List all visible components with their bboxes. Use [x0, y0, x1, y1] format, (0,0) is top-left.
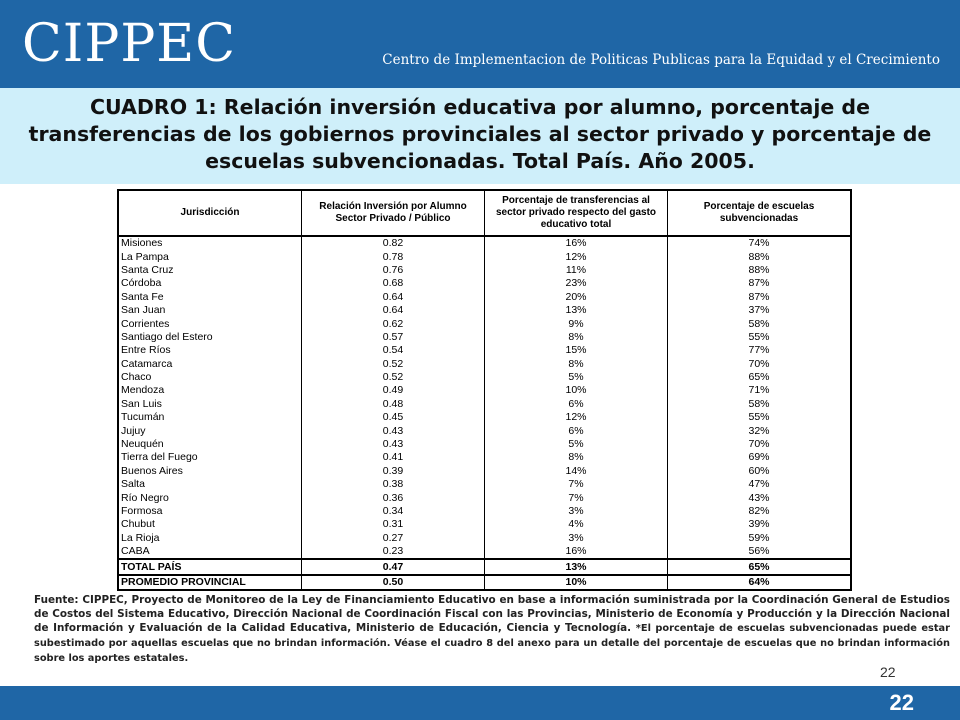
cell-escuelas: 43%	[668, 491, 852, 504]
cell-jurisdiccion: La Pampa	[118, 250, 302, 263]
cell-transferencias: 10%	[485, 575, 668, 590]
cell-escuelas: 70%	[668, 358, 852, 371]
cell-transferencias: 5%	[485, 371, 668, 384]
table-row	[118, 344, 851, 357]
total-pais-row	[118, 559, 851, 574]
cell-relacion: 0.34	[302, 505, 485, 518]
cell-relacion: 0.43	[302, 438, 485, 451]
table-row	[118, 236, 851, 250]
cell-transferencias: 7%	[485, 478, 668, 491]
cell-transferencias: 20%	[485, 291, 668, 304]
header-porcentaje-transferencias: Porcentaje de transferencias al sector privado respecto del gasto educativo total	[485, 190, 668, 236]
table-row	[118, 304, 851, 317]
table-row	[118, 250, 851, 263]
header-relacion-inversion: Relación Inversión por Alumno Sector Privado / Público	[302, 190, 485, 236]
cell-transferencias: 3%	[485, 505, 668, 518]
cell-transferencias: 12%	[485, 411, 668, 424]
cell-escuelas: 55%	[668, 331, 852, 344]
cell-jurisdiccion: Mendoza	[118, 384, 302, 397]
cell-relacion: 0.45	[302, 411, 485, 424]
table-row	[118, 371, 851, 384]
source-note	[34, 593, 950, 666]
cell-jurisdiccion: Santa Cruz	[118, 264, 302, 277]
cell-relacion: 0.23	[302, 545, 485, 559]
cell-transferencias: 13%	[485, 304, 668, 317]
cell-jurisdiccion: Entre Ríos	[118, 344, 302, 357]
cell-jurisdiccion: La Rioja	[118, 532, 302, 545]
cell-escuelas: 32%	[668, 424, 852, 437]
cell-transferencias: 14%	[485, 465, 668, 478]
cell-relacion: 0.39	[302, 465, 485, 478]
cell-relacion: 0.27	[302, 532, 485, 545]
table-row	[118, 438, 851, 451]
header-jurisdiccion: Jurisdicción	[118, 190, 302, 236]
table-body	[118, 236, 851, 590]
cell-relacion: 0.64	[302, 291, 485, 304]
cell-relacion: 0.62	[302, 317, 485, 330]
cell-transferencias: 16%	[485, 236, 668, 250]
cell-jurisdiccion: Río Negro	[118, 491, 302, 504]
page-number-ghost: 22	[880, 664, 896, 680]
cell-transferencias: 23%	[485, 277, 668, 290]
table-row	[118, 505, 851, 518]
cell-escuelas: 71%	[668, 384, 852, 397]
cell-jurisdiccion: Córdoba	[118, 277, 302, 290]
cell-escuelas: 82%	[668, 505, 852, 518]
cell-escuelas: 77%	[668, 344, 852, 357]
page-number: 22	[889, 690, 914, 715]
title-band	[0, 88, 960, 184]
cell-transferencias: 16%	[485, 545, 668, 559]
cell-escuelas: 70%	[668, 438, 852, 451]
table-row	[118, 398, 851, 411]
cell-relacion: 0.49	[302, 384, 485, 397]
cell-relacion: 0.76	[302, 264, 485, 277]
cell-jurisdiccion: TOTAL PAÍS	[118, 559, 302, 574]
data-table	[117, 189, 852, 591]
table-row	[118, 291, 851, 304]
cell-escuelas: 58%	[668, 317, 852, 330]
cell-relacion: 0.64	[302, 304, 485, 317]
table-row	[118, 478, 851, 491]
cell-jurisdiccion: Salta	[118, 478, 302, 491]
cell-transferencias: 6%	[485, 398, 668, 411]
cell-escuelas: 65%	[668, 559, 852, 574]
cell-escuelas: 37%	[668, 304, 852, 317]
source-main: Fuente: CIPPEC, Proyecto de Monitoreo de la Ley de Financiamiento Educativo en base a información suministrada por la Coordinación General de Estudios de Costos del Sistema Educativo, Dirección Nacional de Coordinación Fiscal con las Provincias, Ministerio de Economía y Producción y la Dirección Nacional de Información y Evaluación de la Calidad Educativa, Ministerio de Educación, Ciencia y Tecnología.	[34, 594, 950, 634]
cell-jurisdiccion: Neuquén	[118, 438, 302, 451]
cell-jurisdiccion: Chaco	[118, 371, 302, 384]
cell-transferencias: 8%	[485, 331, 668, 344]
cell-escuelas: 64%	[668, 575, 852, 590]
cell-relacion: 0.78	[302, 250, 485, 263]
cell-jurisdiccion: Buenos Aires	[118, 465, 302, 478]
cell-jurisdiccion: Formosa	[118, 505, 302, 518]
cell-relacion: 0.31	[302, 518, 485, 531]
source-footnote: *El porcentaje de escuelas subvencionadas puede estar subestimado por aquellas escuelas que no brindan información. Véase el cuadro 8 del anexo para un detalle del porcentaje de escuelas que no brindan información sobre los aportes estatales.	[34, 623, 950, 664]
cell-escuelas: 56%	[668, 545, 852, 559]
table-row	[118, 331, 851, 344]
cell-relacion: 0.48	[302, 398, 485, 411]
cell-transferencias: 15%	[485, 344, 668, 357]
cell-escuelas: 47%	[668, 478, 852, 491]
cell-escuelas: 87%	[668, 277, 852, 290]
cell-transferencias: 8%	[485, 451, 668, 464]
footer-band	[0, 686, 960, 720]
cell-jurisdiccion: Tucumán	[118, 411, 302, 424]
cell-escuelas: 69%	[668, 451, 852, 464]
table-row	[118, 491, 851, 504]
header-tagline: Centro de Implementacion de Politicas Publicas para la Equidad y el Crecimiento	[382, 52, 940, 68]
cell-relacion: 0.43	[302, 424, 485, 437]
cell-transferencias: 13%	[485, 559, 668, 574]
table-header-row	[118, 190, 851, 236]
cell-jurisdiccion: Tierra del Fuego	[118, 451, 302, 464]
cell-relacion: 0.52	[302, 358, 485, 371]
table-row	[118, 465, 851, 478]
cell-jurisdiccion: Santa Fe	[118, 291, 302, 304]
cell-jurisdiccion: PROMEDIO PROVINCIAL	[118, 575, 302, 590]
table-row	[118, 424, 851, 437]
promedio-provincial-row	[118, 575, 851, 590]
cell-jurisdiccion: San Juan	[118, 304, 302, 317]
cell-transferencias: 5%	[485, 438, 668, 451]
cell-jurisdiccion: Santiago del Estero	[118, 331, 302, 344]
cell-escuelas: 65%	[668, 371, 852, 384]
table-row	[118, 277, 851, 290]
cell-relacion: 0.57	[302, 331, 485, 344]
cell-escuelas: 88%	[668, 264, 852, 277]
cell-transferencias: 10%	[485, 384, 668, 397]
cell-transferencias: 6%	[485, 424, 668, 437]
table-row	[118, 358, 851, 371]
cell-relacion: 0.52	[302, 371, 485, 384]
cell-relacion: 0.47	[302, 559, 485, 574]
cell-transferencias: 4%	[485, 518, 668, 531]
cell-jurisdiccion: San Luis	[118, 398, 302, 411]
table-row	[118, 451, 851, 464]
cell-jurisdiccion: Corrientes	[118, 317, 302, 330]
cell-escuelas: 74%	[668, 236, 852, 250]
cell-escuelas: 59%	[668, 532, 852, 545]
cell-transferencias: 7%	[485, 491, 668, 504]
cell-escuelas: 88%	[668, 250, 852, 263]
cell-escuelas: 60%	[668, 465, 852, 478]
cell-relacion: 0.82	[302, 236, 485, 250]
cell-jurisdiccion: Jujuy	[118, 424, 302, 437]
header-band	[0, 0, 960, 88]
cell-transferencias: 11%	[485, 264, 668, 277]
cell-escuelas: 39%	[668, 518, 852, 531]
cell-transferencias: 8%	[485, 358, 668, 371]
cell-escuelas: 58%	[668, 398, 852, 411]
cell-relacion: 0.54	[302, 344, 485, 357]
cell-jurisdiccion: Catamarca	[118, 358, 302, 371]
table-row	[118, 518, 851, 531]
page-title: CUADRO 1: Relación inversión educativa por alumno, porcentaje de transferencias de los gobiernos provinciales al sector privado y porcentaje de escuelas subvencionadas. Total País. Año 2005.	[28, 95, 932, 173]
table-row	[118, 411, 851, 424]
cell-transferencias: 12%	[485, 250, 668, 263]
cell-transferencias: 3%	[485, 532, 668, 545]
cell-transferencias: 9%	[485, 317, 668, 330]
cell-relacion: 0.50	[302, 575, 485, 590]
cippec-logo: CIPPEC	[22, 14, 237, 74]
cell-relacion: 0.41	[302, 451, 485, 464]
header-porcentaje-escuelas: Porcentaje de escuelas subvencionadas	[668, 190, 852, 236]
cell-escuelas: 55%	[668, 411, 852, 424]
cell-relacion: 0.68	[302, 277, 485, 290]
cell-jurisdiccion: Chubut	[118, 518, 302, 531]
cell-relacion: 0.36	[302, 491, 485, 504]
table-row	[118, 264, 851, 277]
cell-relacion: 0.38	[302, 478, 485, 491]
data-table-wrapper	[117, 189, 852, 591]
table-row	[118, 532, 851, 545]
table-row	[118, 545, 851, 559]
cell-jurisdiccion: Misiones	[118, 236, 302, 250]
table-row	[118, 317, 851, 330]
cell-jurisdiccion: CABA	[118, 545, 302, 559]
cell-escuelas: 87%	[668, 291, 852, 304]
table-row	[118, 384, 851, 397]
